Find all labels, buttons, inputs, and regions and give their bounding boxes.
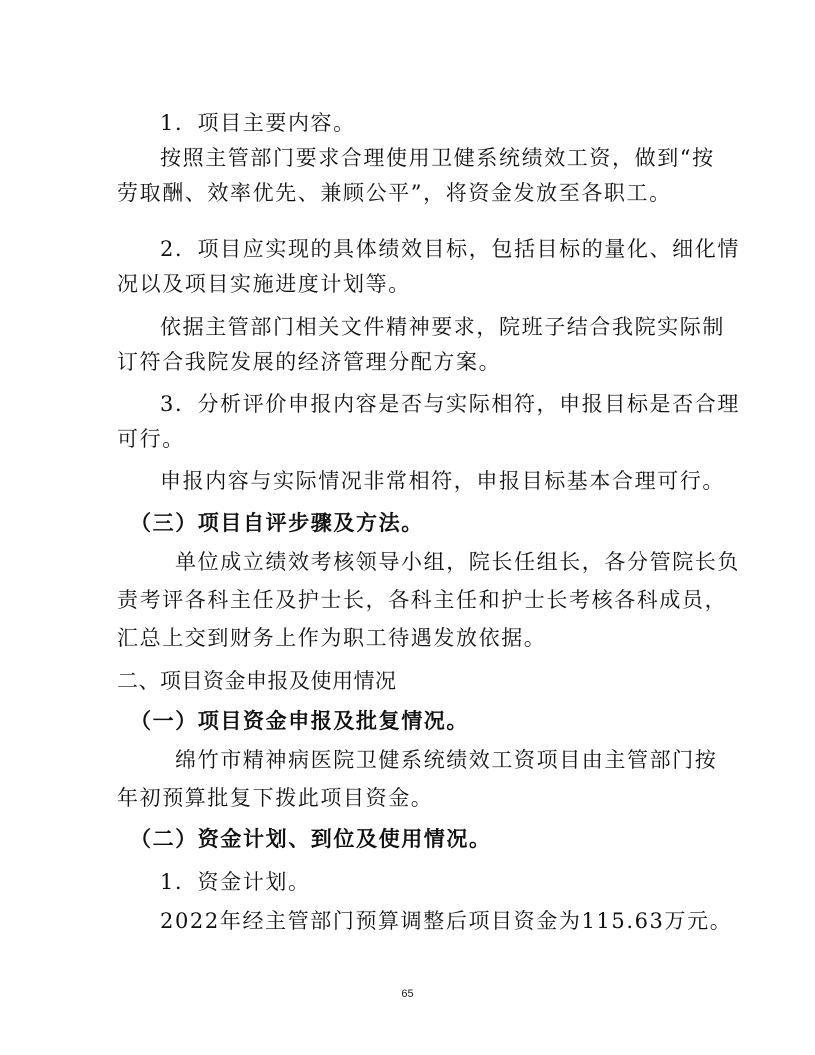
paragraph-line: 申报内容与实际情况非常相符，申报目标基本合理可行。 [160, 469, 725, 493]
paragraph-line: 绵竹市精神病医院卫健系统绩效工资项目由主管部门按 [175, 748, 718, 772]
item-1-heading: 1．项目主要内容。 [160, 111, 356, 135]
paragraph-line: 2022年经主管部门预算调整后项目资金为115.63万元。 [160, 909, 733, 933]
sub-item-heading: 1．资金计划。 [160, 870, 311, 894]
paragraph-line: 可行。 [117, 427, 185, 451]
paragraph-line: 况以及项目实施进度计划等。 [117, 272, 411, 296]
paragraph-line: 订符合我院发展的经济管理分配方案。 [117, 350, 502, 374]
paragraph-line: 汇总上交到财务上作为职工待遇发放依据。 [117, 626, 547, 650]
item-2-heading: 2．项目应实现的具体绩效目标，包括目标的量化、细化情 [160, 237, 740, 261]
paragraph-line: 劳取酬、效率优先、兼顾公平”，将资金发放至各职工。 [117, 181, 672, 205]
section-heading: （二）资金计划、到位及使用情况。 [130, 826, 492, 851]
paragraph-line: 依据主管部门相关文件精神要求，院班子结合我院实际制 [160, 315, 725, 339]
page-number: 65 [401, 988, 414, 1000]
paragraph-line: 按照主管部门要求合理使用卫健系统绩效工资，做到“按 [160, 146, 715, 170]
section-heading: （三）项目自评步骤及方法。 [130, 510, 424, 535]
paragraph-line: 责考评各科主任及护士长，各科主任和护士长考核各科成员， [117, 588, 728, 612]
chapter-heading: 二、项目资金申报及使用情况 [117, 669, 397, 693]
paragraph-line: 单位成立绩效考核领导小组，院长任组长，各分管院长负 [175, 550, 740, 574]
paragraph-line: 年初预算批复下拨此项目资金。 [117, 786, 434, 810]
section-heading: （一）项目资金申报及批复情况。 [130, 708, 469, 733]
item-3-heading: 3．分析评价申报内容是否与实际相符，申报目标是否合理 [160, 392, 740, 416]
